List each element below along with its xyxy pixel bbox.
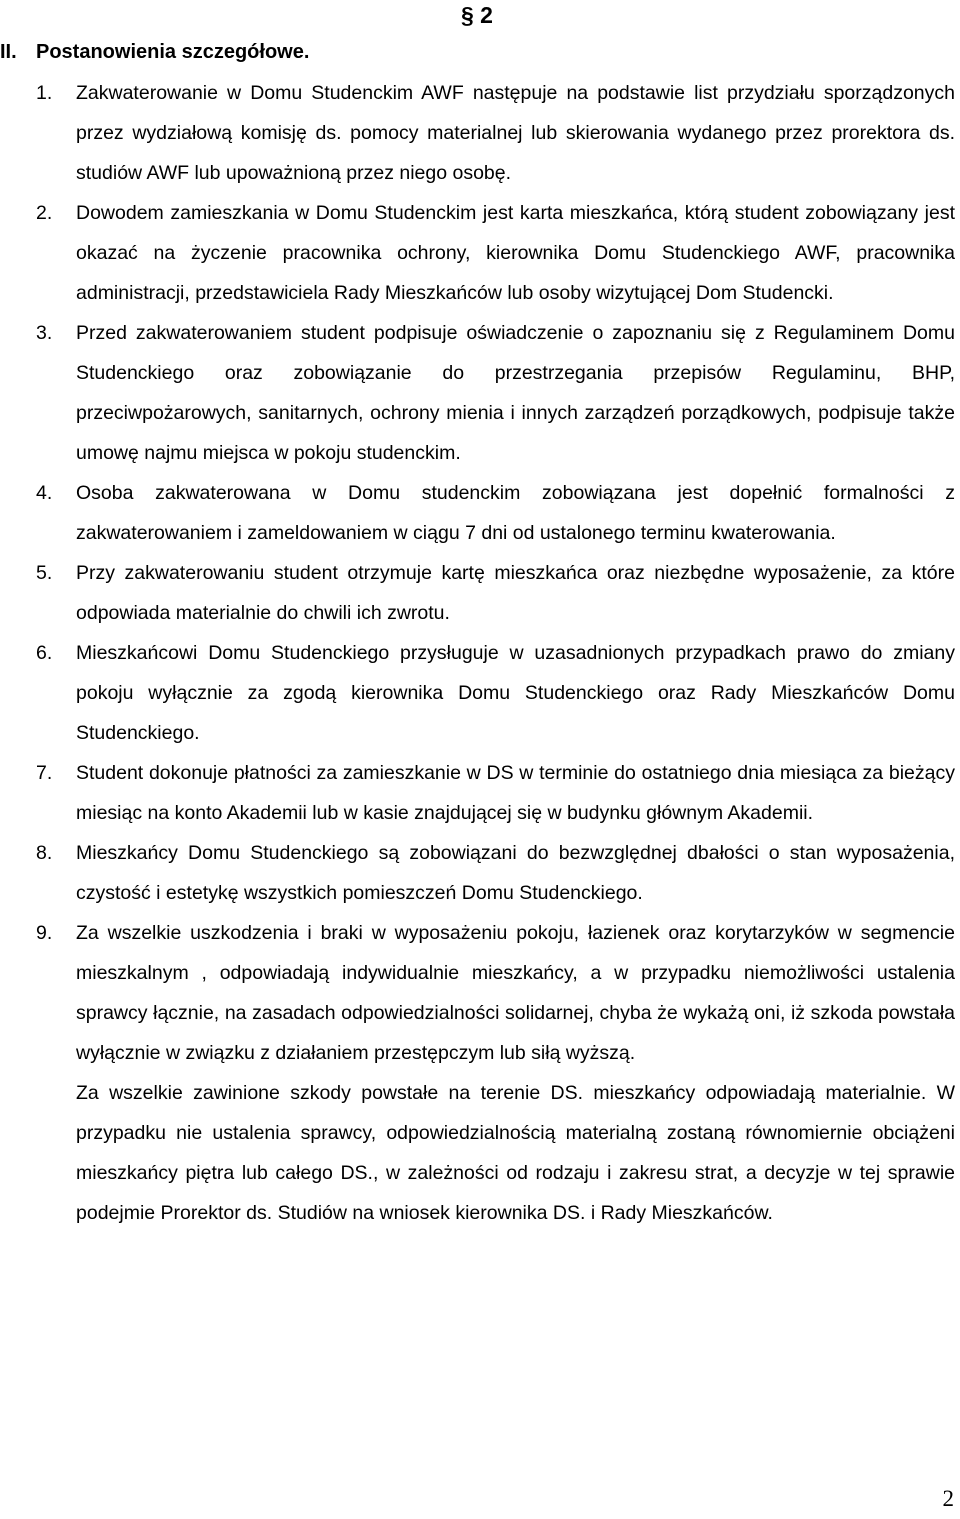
item-text: Student dokonuje płatności za zamieszkanie w DS w terminie do ostatniego dnia miesiąca za bieżący miesiąc na konto Akademii lub w kasie znajdującej się w budynku głównym Akademii. <box>76 762 955 824</box>
item-number: 6. <box>36 642 53 664</box>
item-number: 9. <box>36 922 53 944</box>
item-9-continuation: Za wszelkie zawinione szkody powstałe na terenie DS. mieszkańcy odpowiadają materialnie. W przypadku nie ustalenia sprawcy, odpowiedzialnością materialną zostaną równomiernie obciążeni mieszkańcy piętra lub całego DS., w zależności od rodzaju i zakresu strat, a decyzje w tej sprawie podejmie Prorektor ds. Studiów na wniosek kierownika DS. i Rady Mieszkańców. <box>76 1082 955 1224</box>
item-text: Mieszkańcy Domu Studenckiego są zobowiązani do bezwzględnej dbałości o stan wyposażenia, czystość i estetykę wszystkich pomieszczeń Domu Studenckiego. <box>76 842 955 904</box>
chapter-roman-numeral: II. <box>0 41 17 63</box>
list-item <box>0 753 955 833</box>
item-text: Przy zakwaterowaniu student otrzymuje kartę mieszkańca oraz niezbędne wyposażenie, za które odpowiada materialnie do chwili ich zwrotu. <box>76 562 955 624</box>
item-number: 4. <box>36 482 53 504</box>
item-number: 8. <box>36 842 53 864</box>
provisions-list <box>0 73 960 1233</box>
item-number: 7. <box>36 762 53 784</box>
list-item <box>0 313 955 473</box>
list-item <box>0 833 955 913</box>
item-text: Za wszelkie uszkodzenia i braki w wyposażeniu pokoju, łazienek oraz korytarzyków w segmencie mieszkalnym , odpowiadają indywidualnie mieszkańcy, a w przypadku niemożliwości ustalenia sprawcy łącznie, na zasadach odpowiedzialności solidarnej, chyba że wykażą oni, iż szkoda powstała wyłącznie w związku z działaniem przestępczym lub siłą wyższą. <box>76 922 955 1064</box>
item-text: Zakwaterowanie w Domu Studenckim AWF następuje na podstawie list przydziału sporządzonych przez wydziałową komisję ds. pomocy materialnej lub skierowania wydanego przez prorektora ds. studiów AWF lub upoważnioną przez niego osobę. <box>76 82 955 184</box>
item-text: Mieszkańcowi Domu Studenckiego przysługuje w uzasadnionych przypadkach prawo do zmiany pokoju wyłącznie za zgodą kierownika Domu Studenckiego oraz Rady Mieszkańców Domu Studenckiego. <box>76 642 955 744</box>
page-number: 2 <box>942 1486 954 1511</box>
list-item <box>0 553 955 633</box>
item-number: 2. <box>36 202 53 224</box>
chapter-heading <box>0 37 309 67</box>
list-item <box>0 913 955 1073</box>
list-item <box>0 73 955 193</box>
section-mark: § 2 <box>461 2 493 28</box>
item-number: 5. <box>36 562 53 584</box>
item-text: Przed zakwaterowaniem student podpisuje oświadczenie o zapoznaniu się z Regulaminem Domu Studenckiego oraz zobowiązanie do przestrzegania przepisów Regulaminu, BHP, przeciwpożarowych, sanitarnych, ochrony mienia i innych zarządzeń porządkowych, podpisuje także umowę najmu miejsca w pokoju studenckim. <box>76 322 955 464</box>
list-item <box>0 633 955 753</box>
list-item <box>0 473 955 553</box>
item-number: 1. <box>36 82 53 104</box>
chapter-title: Postanowienia szczegółowe. <box>36 41 310 63</box>
list-item <box>0 193 955 313</box>
item-number: 3. <box>36 322 53 344</box>
item-text: Dowodem zamieszkania w Domu Studenckim jest karta mieszkańca, którą student zobowiązany jest okazać na życzenie pracownika ochrony, kierownika Domu Studenckiego AWF, pracownika administracji, przedstawiciela Rady Mieszkańców lub osoby wizytującej Dom Studencki. <box>76 202 955 304</box>
item-text: Osoba zakwaterowana w Domu studenckim zobowiązana jest dopełnić formalności z zakwaterowaniem i zameldowaniem w ciągu 7 dni od ustalonego terminu kwaterowania. <box>76 482 955 544</box>
